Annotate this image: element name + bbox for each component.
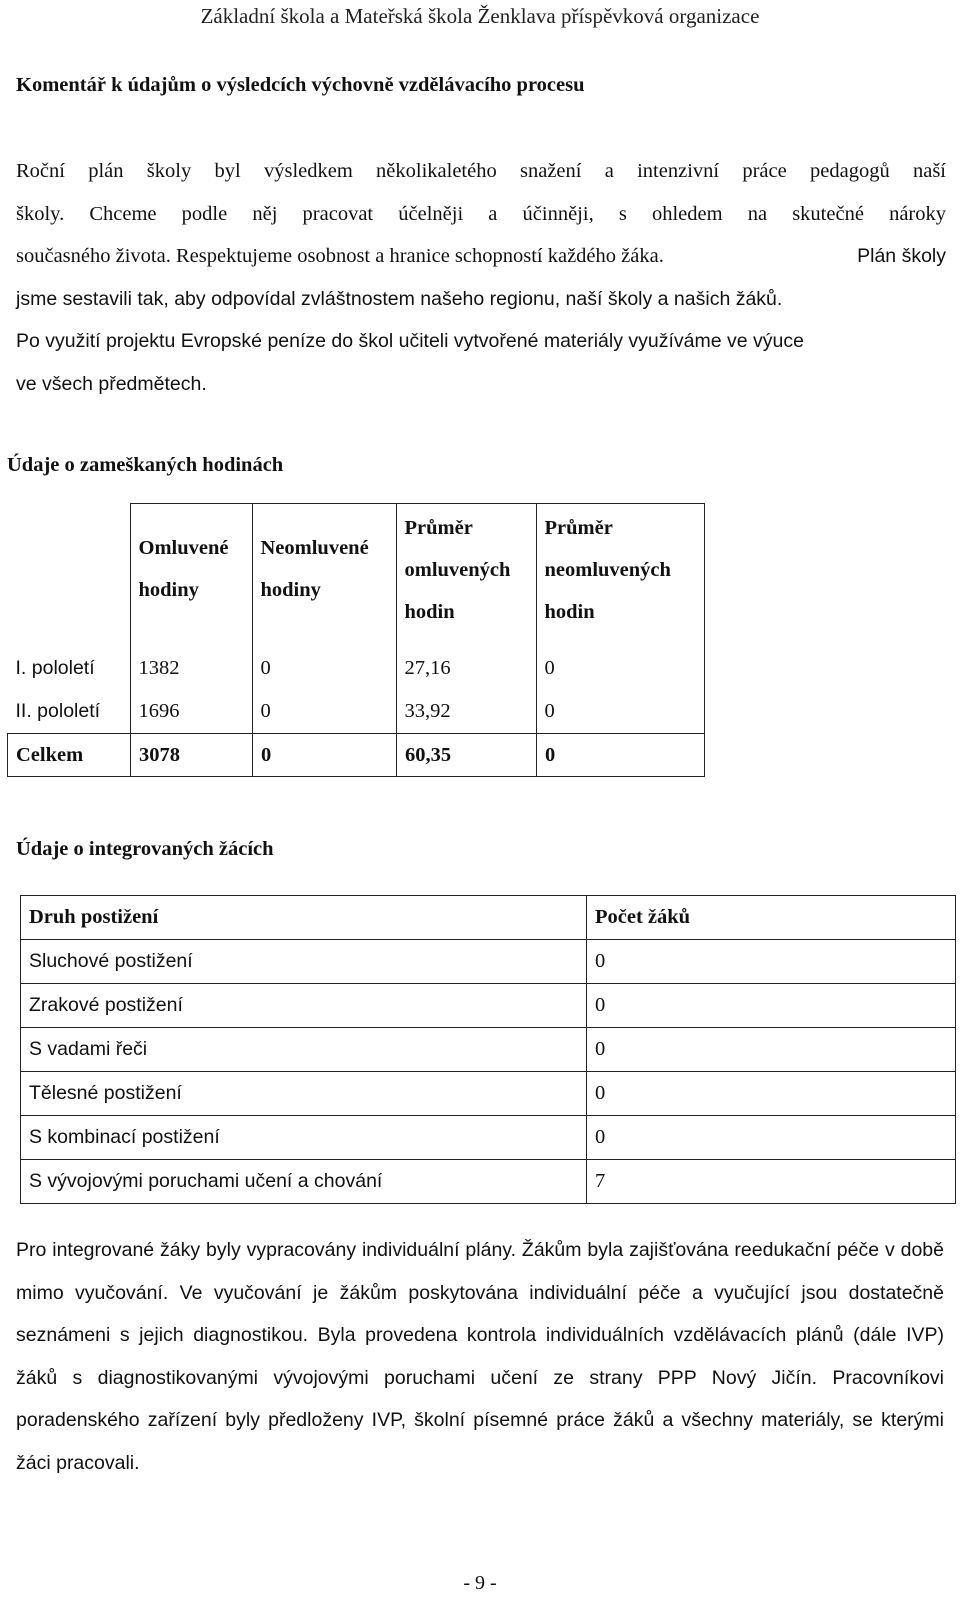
table-header-cell: Průměr neomluvených hodin <box>544 517 671 623</box>
table-cell: S kombinací postižení <box>21 1116 587 1160</box>
table-header-cell <box>8 503 131 647</box>
table-cell: I. pololetí <box>15 657 95 679</box>
table-cell: 60,35 <box>397 734 537 777</box>
page-number: - 9 - <box>463 1572 497 1594</box>
paragraph-line: školy. Chceme podle něj pracovat účelněji a účinněji, s ohledem na skutečné nároky <box>16 202 946 225</box>
paragraph-line <box>16 235 946 278</box>
section-title-absence: Údaje o zameškaných hodinách <box>7 454 284 476</box>
table-cell: II. pololetí <box>15 700 101 722</box>
results-paragraph <box>16 150 946 405</box>
table-cell: 0 <box>537 734 705 777</box>
table-row <box>21 940 956 984</box>
table-row <box>8 690 705 734</box>
table-cell: Tělesné postižení <box>21 1072 587 1116</box>
table-row <box>21 1160 956 1204</box>
table-cell: 1696 <box>138 700 180 722</box>
paragraph-line-text: současného života. Respektujeme osobnost a hranice schopností každého žáka. <box>16 245 664 267</box>
table-row <box>21 1072 956 1116</box>
table-row <box>21 1028 956 1072</box>
table-cell: 0 <box>544 700 555 722</box>
table-header-cell: Druh postižení <box>21 896 587 940</box>
table-cell: 0 <box>587 1072 956 1116</box>
table-cell: 33,92 <box>404 700 451 722</box>
paragraph-line-text: Plán školy <box>857 245 946 267</box>
table-total-row <box>8 734 705 777</box>
table-cell: Zrakové postižení <box>21 984 587 1028</box>
table-header-cell: Neomluvené hodiny <box>260 537 369 601</box>
section-title-integrated: Údaje o integrovaných žácích <box>16 838 274 860</box>
table-header-row <box>21 896 956 940</box>
table-cell: 0 <box>587 1028 956 1072</box>
table-cell: 1382 <box>138 657 180 679</box>
table-cell: 0 <box>260 700 271 722</box>
paragraph-line: jsme sestavili tak, aby odpovídal zvláštnostem našeho regionu, naší školy a našich žáků. <box>16 287 783 310</box>
absence-table <box>7 503 705 777</box>
table-header-cell: Omluvené hodiny <box>138 537 229 601</box>
table-cell: 0 <box>587 1116 956 1160</box>
page-header: Základní škola a Mateřská škola Ženklava příspěvková organizace <box>200 4 760 28</box>
table-header-row <box>8 503 705 647</box>
table-header-cell: Průměr omluvených hodin <box>404 517 511 623</box>
table-cell: Celkem <box>8 734 131 777</box>
paragraph-line: ve všech předmětech. <box>16 372 207 395</box>
paragraph-line: Roční plán školy byl výsledkem několikaletého snažení a intenzivní práce pedagogů naší <box>16 160 946 182</box>
section-title-results: Komentář k údajům o výsledcích výchovně vzdělávacího procesu <box>16 74 585 96</box>
integrated-table <box>20 895 956 1204</box>
table-cell: 0 <box>587 940 956 984</box>
table-cell: 27,16 <box>404 657 451 679</box>
table-cell: 0 <box>544 657 555 679</box>
table-cell: 3078 <box>131 734 253 777</box>
table-row <box>8 647 705 690</box>
table-cell: S vadami řeči <box>21 1028 587 1072</box>
table-row <box>21 1116 956 1160</box>
table-cell: S vývojovými poruchami učení a chování <box>21 1160 587 1204</box>
paragraph-line: Po využití projektu Evropské peníze do škol učiteli vytvořené materiály využíváme ve výuce <box>16 330 804 352</box>
closing-paragraph: Pro integrované žáky byly vypracovány individuální plány. Žákům byla zajišťována reedukační péče v době mimo vyučování. Ve vyučování je žákům poskytována individuální péče a vyučující jsou dostatečně seznámeni s jejich diagnostikou. Byla provedena kontrola individuálních vzdělávacích plánů (dále IVP) žáků s diagnostikovanými vývojovými poruchami učení ze strany PPP Nový Jičín. Pracovníkovi poradenského zařízení byly předloženy IVP, školní písemné práce žáků a všechny materiály, se kterými žáci pracovali. <box>16 1239 944 1474</box>
table-cell: 0 <box>587 984 956 1028</box>
table-cell: Sluchové postižení <box>21 940 587 984</box>
table-header-cell: Počet žáků <box>587 896 956 940</box>
table-cell: 0 <box>253 734 397 777</box>
table-cell: 7 <box>587 1160 956 1204</box>
table-cell: 0 <box>260 657 271 679</box>
table-row <box>21 984 956 1028</box>
